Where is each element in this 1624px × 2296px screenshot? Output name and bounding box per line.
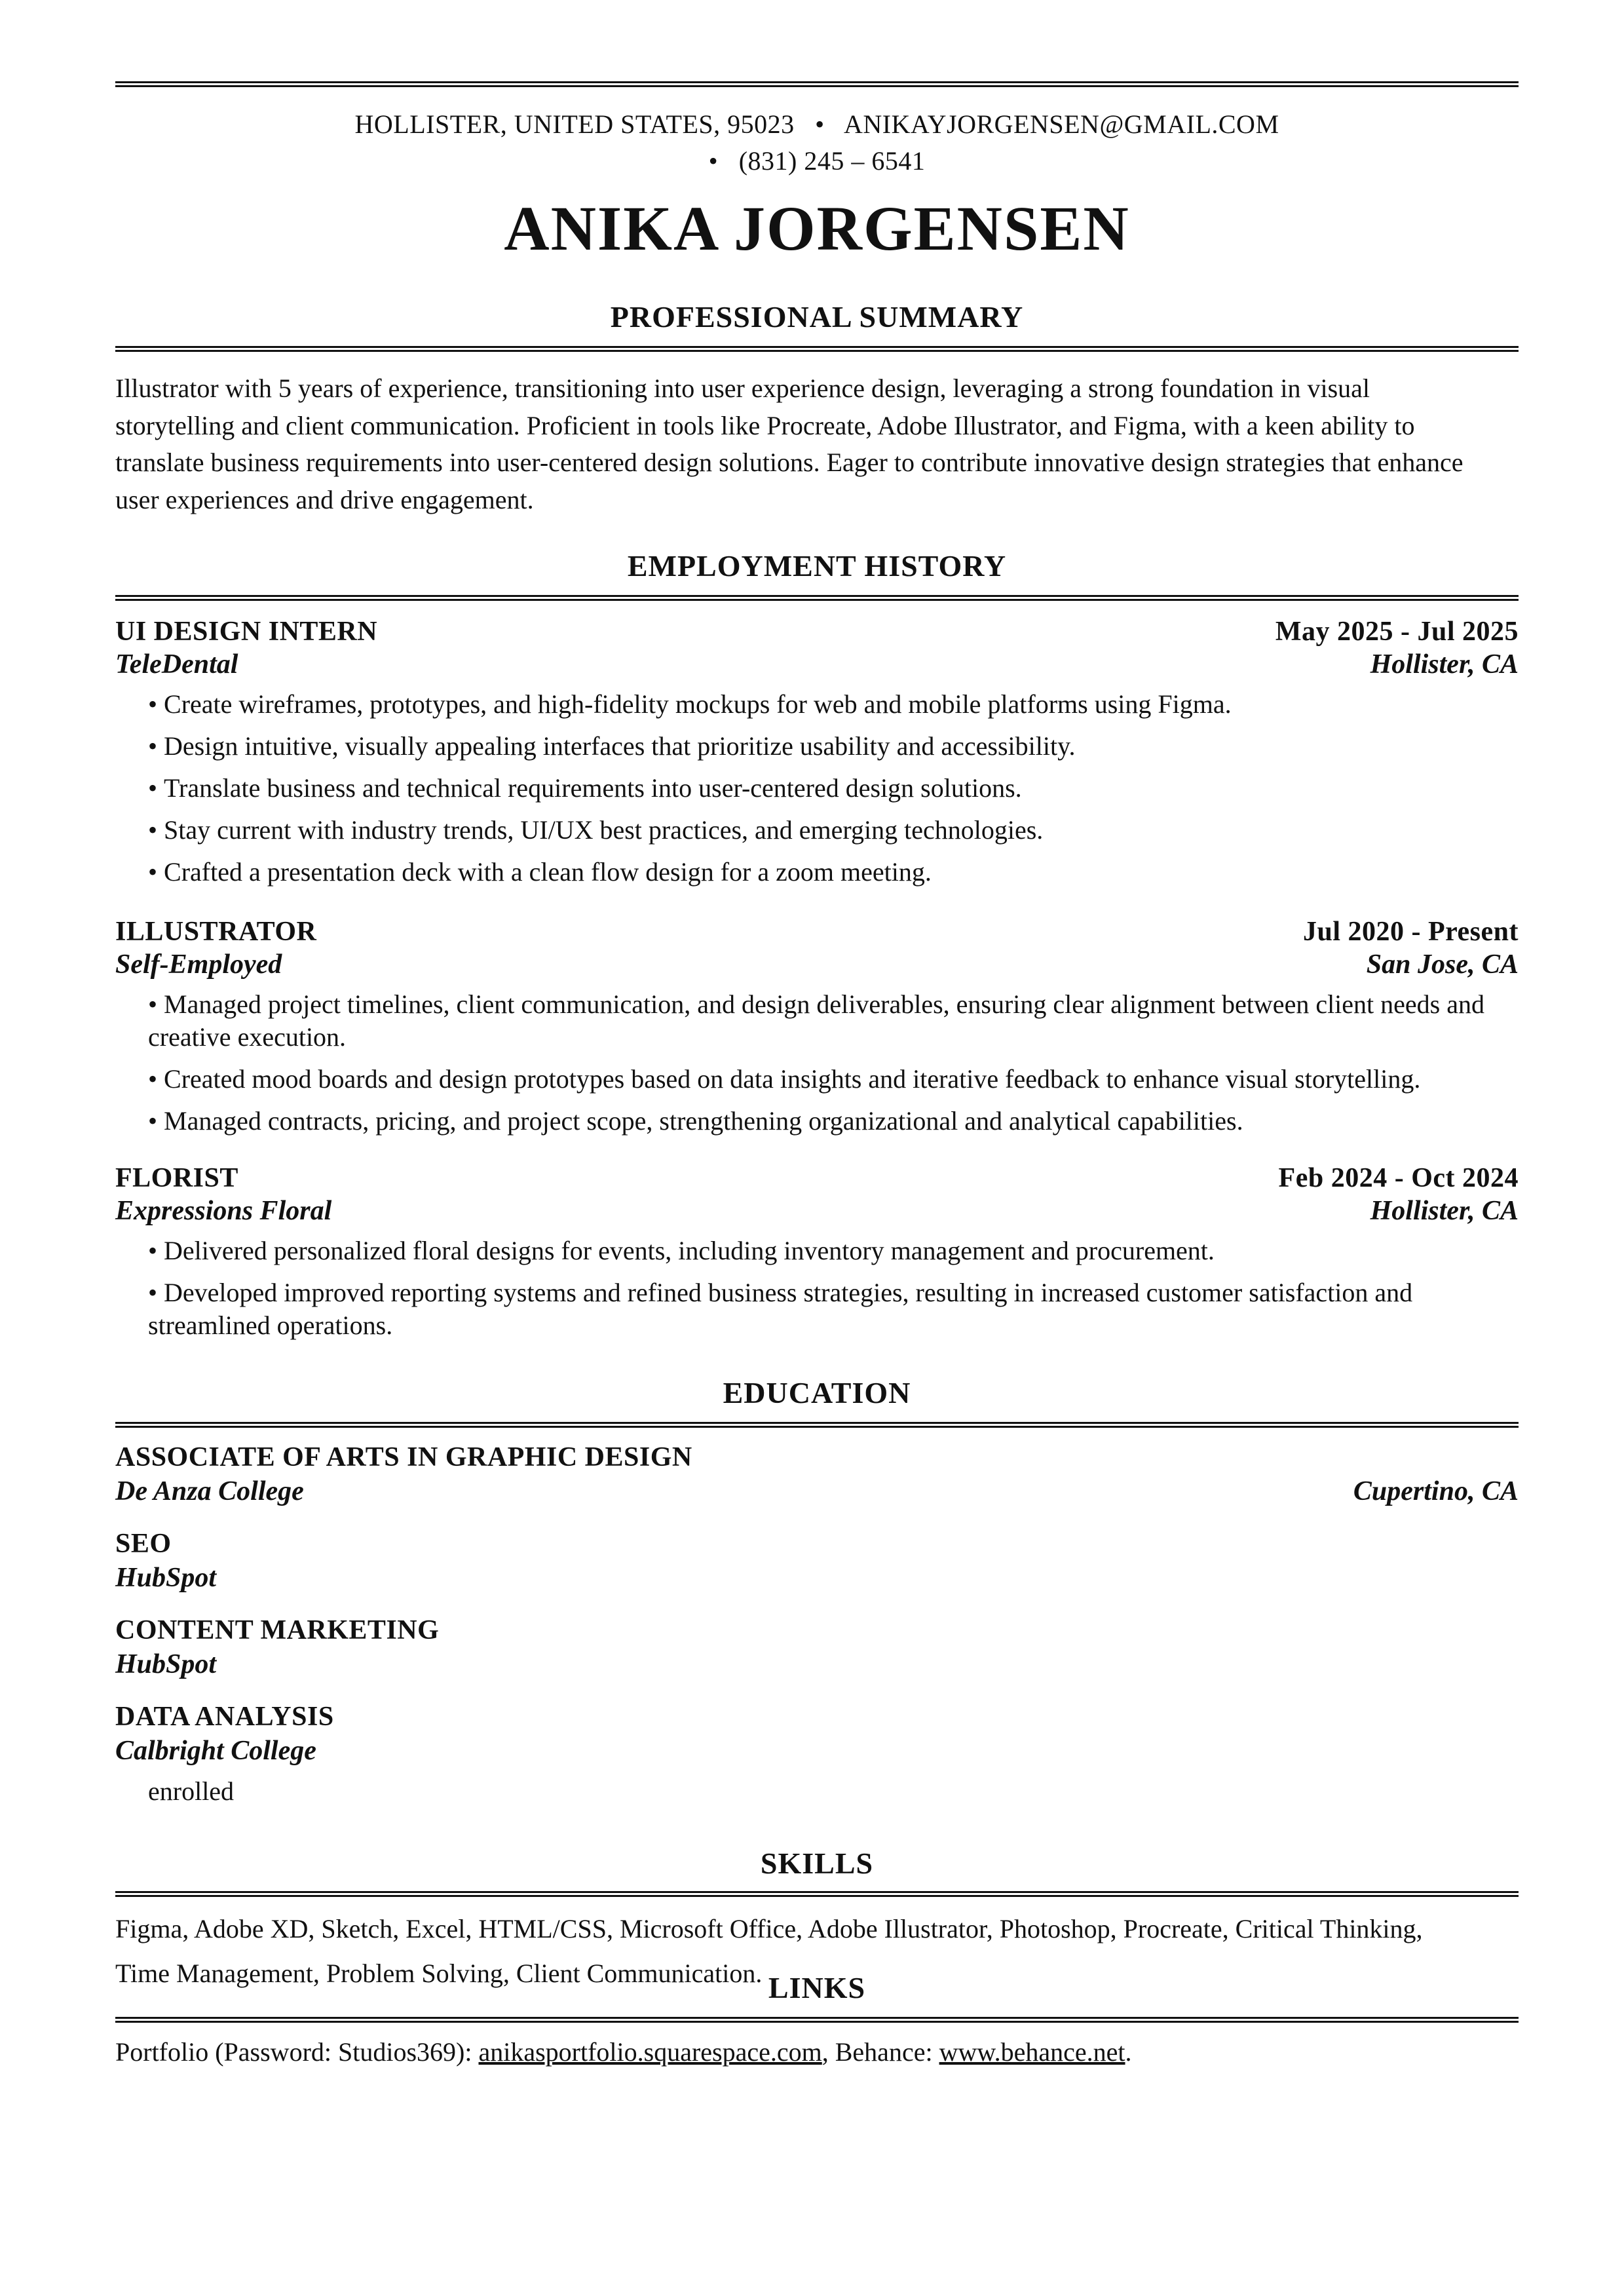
job-bullet: • Managed contracts, pricing, and project scope, strengthening organizational and analytical capabilities. xyxy=(148,1105,1519,1138)
job-header xyxy=(115,915,1519,949)
job-header xyxy=(115,615,1519,649)
job-header xyxy=(115,1161,1519,1195)
education-subheader xyxy=(115,1561,1519,1595)
summary-line: storytelling and client communication. Proficient in tools like Procreate, Adobe Illustrator, and Figma, with a keen ability to xyxy=(115,410,1415,440)
links-text xyxy=(115,2034,1519,2071)
job-location: Hollister, CA xyxy=(1370,1196,1519,1226)
job-subheader xyxy=(115,1194,1519,1228)
degree-title: CONTENT MARKETING xyxy=(115,1615,440,1645)
education-subheader xyxy=(115,1734,1519,1768)
links-divider xyxy=(115,2017,1519,2023)
education-subheader xyxy=(115,1647,1519,1681)
job-dates: Jul 2020 - Present xyxy=(1302,917,1519,947)
school-location: Cupertino, CA xyxy=(1353,1476,1519,1506)
employment-title: EMPLOYMENT HISTORY xyxy=(627,549,1007,583)
summary-title: PROFESSIONAL SUMMARY xyxy=(610,300,1024,334)
bullet-separator: • xyxy=(708,146,732,176)
summary-line: translate business requirements into user-centered design solutions. Eager to contribute innovative design strategies that enhance xyxy=(115,448,1463,477)
degree-title: ASSOCIATE OF ARTS IN GRAPHIC DESIGN xyxy=(115,1442,692,1472)
summary-line: user experiences and drive engagement. xyxy=(115,484,534,514)
job-bullets xyxy=(148,688,1519,898)
skills-line: Time Management, Problem Solving, Client Communication. xyxy=(115,1959,763,1988)
address: HOLLISTER, UNITED STATES, 95023 xyxy=(354,109,795,139)
job-organization: Expressions Floral xyxy=(115,1196,332,1226)
portfolio-label: Portfolio (Password: Studios369): xyxy=(115,2037,472,2067)
school-name: HubSpot xyxy=(115,1563,217,1593)
links-title: LINKS xyxy=(768,1971,866,2004)
bullet-separator: • xyxy=(801,109,839,139)
job-bullet: • Translate business and technical requirements into user-centered design solutions. xyxy=(148,772,1519,805)
job-subheader xyxy=(115,647,1519,681)
school-name: Calbright College xyxy=(115,1736,316,1766)
education-item xyxy=(115,1613,1519,1647)
job-bullet: • Stay current with industry trends, UI/UX best practices, and emerging technologies. xyxy=(148,814,1519,847)
degree-title: SEO xyxy=(115,1529,172,1559)
skills-divider xyxy=(115,1891,1519,1897)
education-item xyxy=(115,1700,1519,1734)
job-bullet: • Crafted a presentation deck with a clean flow design for a zoom meeting. xyxy=(148,856,1519,889)
job-location: Hollister, CA xyxy=(1370,649,1519,679)
behance-label: Behance: xyxy=(835,2037,933,2067)
job-location: San Jose, CA xyxy=(1366,949,1519,980)
education-item xyxy=(115,1527,1519,1561)
summary-text xyxy=(115,370,1519,518)
summary-line: Illustrator with 5 years of experience, transitioning into user experience design, leveraging a strong foundation in visual xyxy=(115,373,1370,403)
job-bullet: • Design intuitive, visually appealing interfaces that prioritize usability and accessibility. xyxy=(148,730,1519,763)
education-note: enrolled xyxy=(148,1776,235,1806)
contact-line-1 xyxy=(115,106,1519,143)
education-title: EDUCATION xyxy=(723,1376,911,1409)
job-organization: TeleDental xyxy=(115,649,238,679)
job-bullet: • Created mood boards and design prototypes based on data insights and iterative feedback to enhance visual storytelling. xyxy=(148,1063,1519,1096)
skills-title: SKILLS xyxy=(760,1846,874,1880)
skills-line: Figma, Adobe XD, Sketch, Excel, HTML/CSS, Microsoft Office, Adobe Illustrator, Photoshop, Procreate, Critical Thinking, xyxy=(115,1914,1423,1943)
job-bullet: • Developed improved reporting systems and refined business strategies, resulting in increased customer satisfaction and streamlined operations. xyxy=(148,1276,1519,1342)
contact-line-2 xyxy=(115,143,1519,180)
summary-divider xyxy=(115,346,1519,352)
job-bullet: • Create wireframes, prototypes, and high-fidelity mockups for web and mobile platforms using Figma. xyxy=(148,688,1519,721)
degree-title: DATA ANALYSIS xyxy=(115,1702,334,1732)
job-organization: Self-Employed xyxy=(115,949,282,980)
job-bullet: • Managed project timelines, client communication, and design deliverables, ensuring clear alignment between client needs and creative execution. xyxy=(148,988,1519,1054)
top-divider xyxy=(115,81,1519,87)
candidate-name: ANIKA JORGENSEN xyxy=(504,193,1130,263)
job-role: FLORIST xyxy=(115,1163,238,1193)
school-name: De Anza College xyxy=(115,1476,304,1506)
link-separator: , xyxy=(821,2037,829,2067)
education-item xyxy=(115,1440,1519,1474)
job-dates: May 2025 - Jul 2025 xyxy=(1275,617,1519,647)
portfolio-link[interactable]: anikasportfolio.squarespace.com xyxy=(478,2037,822,2067)
job-subheader xyxy=(115,947,1519,982)
job-dates: Feb 2024 - Oct 2024 xyxy=(1278,1163,1519,1193)
job-bullets xyxy=(148,988,1519,1147)
email[interactable]: ANIKAYJORGENSEN@GMAIL.COM xyxy=(843,109,1279,139)
links-end: . xyxy=(1125,2037,1132,2067)
job-bullet: • Delivered personalized floral designs for events, including inventory management and procurement. xyxy=(148,1234,1519,1267)
education-divider xyxy=(115,1422,1519,1428)
school-name: HubSpot xyxy=(115,1649,217,1679)
behance-link[interactable]: www.behance.net xyxy=(939,2037,1125,2067)
education-subheader xyxy=(115,1474,1519,1508)
employment-divider xyxy=(115,595,1519,601)
job-role: UI DESIGN INTERN xyxy=(115,617,378,647)
job-bullets xyxy=(148,1234,1519,1351)
phone[interactable]: (831) 245 – 6541 xyxy=(738,146,926,176)
job-role: ILLUSTRATOR xyxy=(115,917,317,947)
